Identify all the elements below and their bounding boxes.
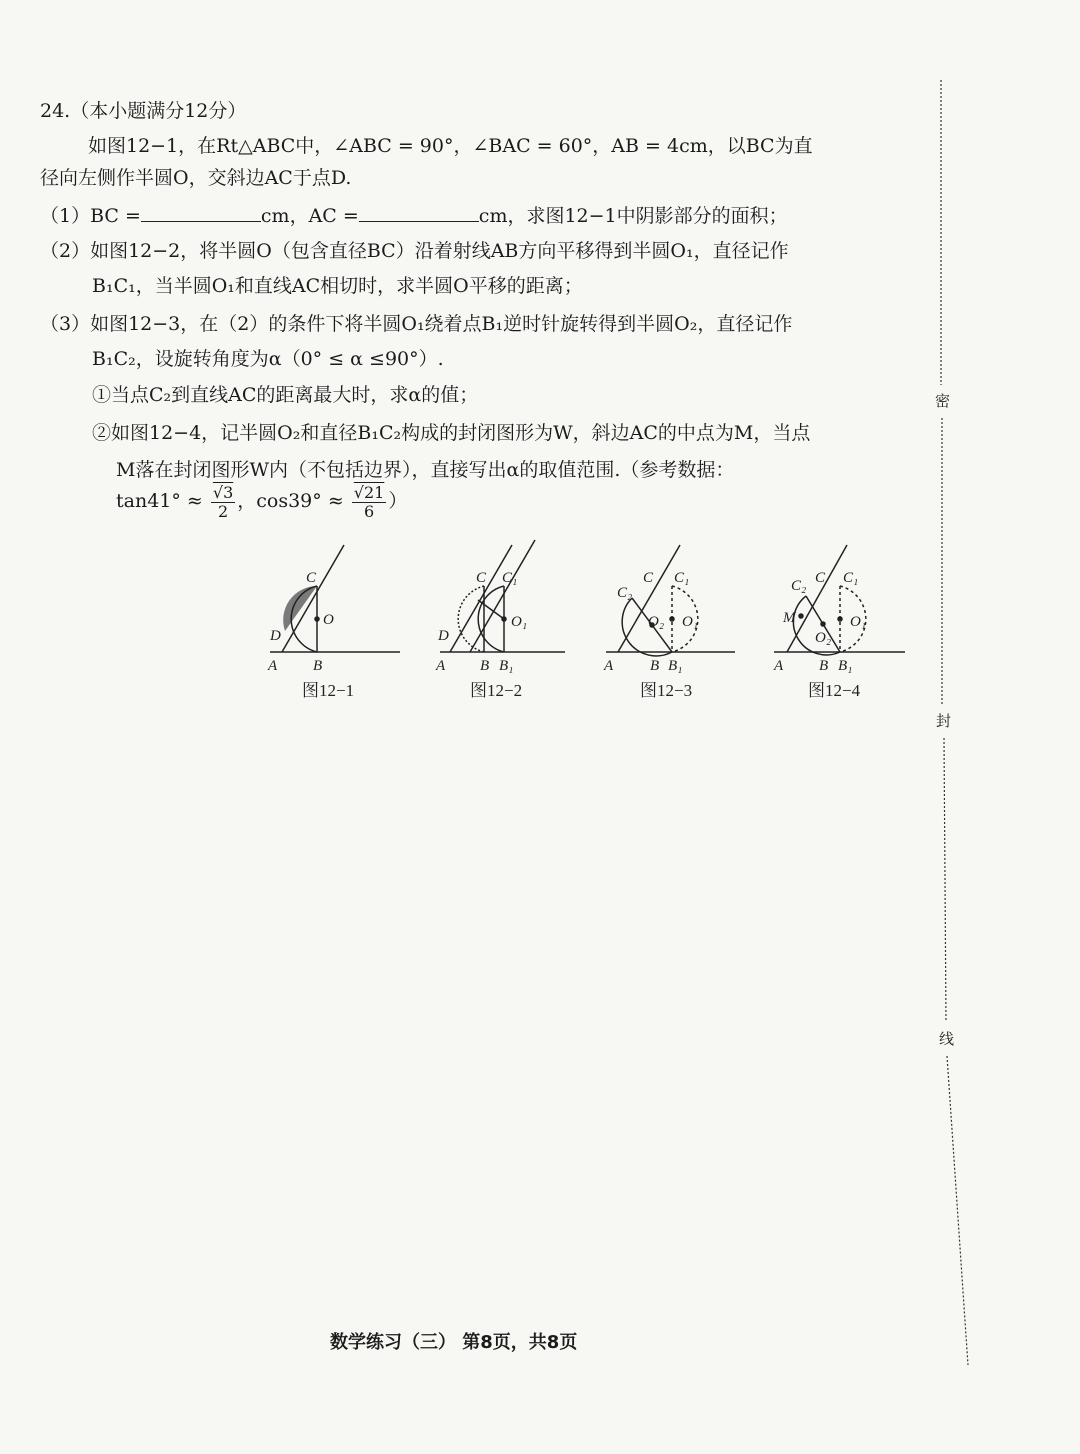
- part1-bc-label: （1）BC =: [40, 205, 141, 227]
- part3-line2: B₁C₂，设旋转角度为α（0° ≤ α ≤90°）.: [92, 348, 444, 370]
- ref-cos-numerator: √21: [353, 483, 385, 502]
- fig2-label-b: B: [480, 658, 490, 674]
- fig4-label-o2: O₂: [815, 630, 832, 646]
- fig1-caption: 图12−1: [302, 681, 355, 700]
- ref-cos-denominator: 6: [363, 501, 375, 521]
- fig1-label-o: O: [323, 612, 334, 628]
- page-footer: 数学练习（三） 第8页，共8页: [330, 1332, 578, 1353]
- fig4-label-a: A: [774, 658, 784, 674]
- part1-ac-label: cm，AC =: [260, 205, 359, 227]
- part1-tail: cm，求图12−1中阴影部分的面积；: [478, 205, 788, 227]
- question-intro-line2: 径向左侧作半圆O，交斜边AC于点D.: [40, 167, 352, 189]
- question-header: 24.（本小题满分12分）: [40, 100, 247, 122]
- binding-line-mid2: [944, 738, 946, 1022]
- ref-close: ）: [388, 490, 408, 513]
- fig4-label-c1: C₁: [843, 570, 859, 586]
- part2-line1: （2）如图12−2，将半圆O（包含直径BC）沿着射线AB方向平移得到半圆O₁，直径记作: [40, 240, 789, 262]
- ref-tan-label: tan41° ≈: [116, 490, 203, 513]
- ref-cos-label: ，cos39° ≈: [237, 490, 344, 513]
- binding-label-mi: 密: [935, 392, 951, 410]
- fig3-label-o1: O₁: [682, 614, 699, 630]
- part3-sub2-line2: M落在封闭图形W内（不包括边界），直接写出α的取值范围.（参考数据：: [116, 459, 735, 481]
- part3-line1: （3）如图12−3，在（2）的条件下将半圆O₁绕着点B₁逆时针旋转得到半圆O₂，直径记作: [40, 313, 793, 335]
- part3-sub1: ①当点C₂到直线AC的距离最大时，求α的值；: [92, 384, 479, 406]
- fig3-label-c: C: [643, 570, 654, 586]
- fig3-label-b: B: [650, 658, 660, 674]
- fig1-label-d: D: [270, 628, 281, 644]
- fig3-label-c1: C₁: [674, 570, 690, 586]
- binding-line-bottom: [947, 1056, 968, 1365]
- fig3-label-c2: C₂: [617, 585, 633, 601]
- fig4-caption: 图12−4: [808, 681, 861, 700]
- fig3-label-b1: B₁: [668, 658, 683, 674]
- binding-label-xian: 线: [939, 1030, 955, 1048]
- fig1-label-c: C: [306, 570, 317, 586]
- fig4-label-m: M: [783, 610, 796, 626]
- fig3-caption: 图12−3: [640, 681, 693, 700]
- fig2-label-c: C: [476, 570, 487, 586]
- fig2-label-c1: C₁: [502, 570, 518, 586]
- fig2-label-o1: O₁: [511, 614, 528, 630]
- binding-label-feng: 封: [936, 712, 952, 730]
- fig3-label-a: A: [604, 658, 614, 674]
- fig2-caption: 图12−2: [470, 681, 523, 700]
- fig1-label-b: B: [313, 658, 323, 674]
- ref-tan-denominator: 2: [217, 501, 229, 521]
- fig2-label-b1: B₁: [499, 658, 514, 674]
- question-intro-line1: 如图12−1，在Rt△ABC中，∠ABC = 90°，∠BAC = 60°，AB = 4cm，以BC为直: [88, 135, 813, 157]
- fig4-label-b1: B₁: [838, 658, 853, 674]
- fig1-label-a: A: [268, 658, 278, 674]
- fig3-label-o2: O₂: [648, 614, 665, 630]
- part2-line2: B₁C₁，当半圆O₁和直线AC相切时，求半圆O平移的距离；: [92, 275, 583, 297]
- part3-sub2-line1: ②如图12−4，记半圆O₂和直径B₁C₂构成的封闭图形为W，斜边AC的中点为M，当点: [92, 422, 811, 444]
- fig4-label-c: C: [815, 570, 826, 586]
- fig4-label-b: B: [819, 658, 829, 674]
- fig4-label-o1: O₁: [850, 614, 867, 630]
- fig2-label-a: A: [436, 658, 446, 674]
- fig4-label-c2: C₂: [791, 578, 807, 594]
- fig2-label-d: D: [438, 628, 449, 644]
- ref-tan-numerator: √3: [212, 483, 234, 502]
